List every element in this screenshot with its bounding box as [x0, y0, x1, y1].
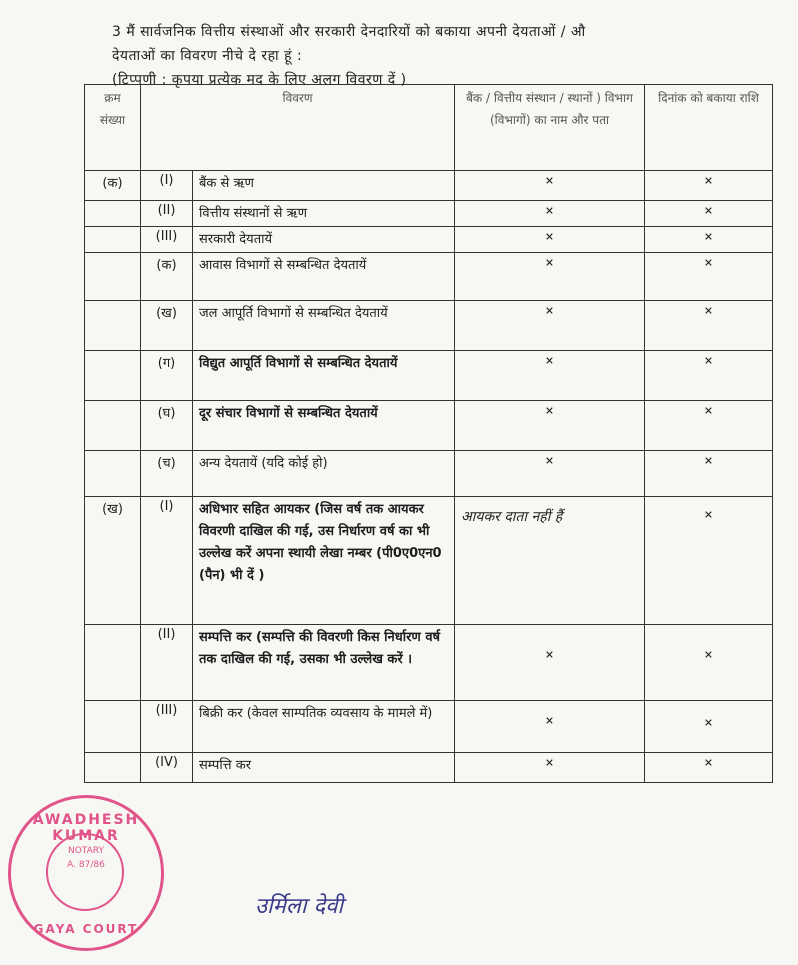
row-amount: × — [645, 625, 773, 701]
row-bank: × — [455, 253, 645, 301]
row-group — [85, 401, 141, 451]
row-amount: × — [645, 201, 773, 227]
row-group — [85, 625, 141, 701]
row-group — [85, 701, 141, 753]
row-text: जल आपूर्ति विभागों से सम्बन्धित देयतायें — [193, 301, 455, 351]
row-sub: (IV) — [141, 753, 193, 783]
row-group — [85, 227, 141, 253]
row-text: बैंक से ऋण — [193, 171, 455, 201]
table-row — [85, 753, 773, 783]
row-amount: × — [645, 497, 773, 625]
row-group — [85, 451, 141, 497]
row-sub: (I) — [141, 171, 193, 201]
row-bank-handwritten: आयकर दाता नहीं हैं — [455, 497, 645, 625]
row-text: सम्पत्ति कर (सम्पत्ति की विवरणी किस निर्धारण वर्ष तक दाखिल की गई, उसका भी उल्लेख करें । — [193, 625, 455, 701]
row-sub: (II) — [141, 201, 193, 227]
row-bank: × — [455, 625, 645, 701]
table-row — [85, 701, 773, 753]
header-details: विवरण — [141, 85, 455, 171]
row-group — [85, 351, 141, 401]
intro-line-2: देयताओं का विवरण नीचे दे रहा हूं : — [112, 48, 303, 64]
row-amount: × — [645, 701, 773, 753]
table-row — [85, 451, 773, 497]
notary-stamp — [8, 795, 164, 951]
intro-text — [112, 20, 784, 92]
row-text: सरकारी देयतायें — [193, 227, 455, 253]
header-serial: क्रम संख्या — [85, 85, 141, 171]
row-text: सम्पत्ति कर — [193, 753, 455, 783]
header-amount: दिनांक को बकाया राशि — [645, 85, 773, 171]
row-amount: × — [645, 253, 773, 301]
row-group: (क) — [85, 171, 141, 201]
liabilities-table — [84, 84, 773, 783]
stamp-notary: NOTARY — [68, 846, 104, 856]
row-amount: × — [645, 351, 773, 401]
row-amount: × — [645, 171, 773, 201]
row-amount: × — [645, 227, 773, 253]
row-sub: (III) — [141, 227, 193, 253]
row-text: अन्य देयतायें (यदि कोई हो) — [193, 451, 455, 497]
row-sub: (ख) — [141, 301, 193, 351]
table-row — [85, 171, 773, 201]
row-amount: × — [645, 401, 773, 451]
row-bank: × — [455, 201, 645, 227]
signature: उर्मिला देवी — [255, 894, 344, 919]
table-row — [85, 227, 773, 253]
table-row — [85, 625, 773, 701]
stamp-court: GAYA COURT — [33, 922, 139, 936]
row-amount: × — [645, 753, 773, 783]
intro-note: (टिप्पणी : कृपया प्रत्येक मद के लिए अलग विवरण दें ) — [112, 72, 407, 88]
row-group — [85, 753, 141, 783]
row-sub: (II) — [141, 625, 193, 701]
row-sub: (क) — [141, 253, 193, 301]
row-text: बिक्री कर (केवल साम्पतिक व्यवसाय के मामले में) — [193, 701, 455, 753]
stamp-inner-ring — [46, 833, 124, 911]
row-bank: × — [455, 171, 645, 201]
row-bank: × — [455, 701, 645, 753]
row-amount: × — [645, 451, 773, 497]
row-group — [85, 253, 141, 301]
header-bank: बैंक / वित्तीय संस्थान / स्थानों ) विभाग (विभागों) का नाम और पता — [455, 85, 645, 171]
row-bank: × — [455, 351, 645, 401]
intro-line-1: 3 मैं सार्वजनिक वित्तीय संस्थाओं और सरकारी देनदारियों को बकाया अपनी देयताओं / औ — [112, 24, 586, 40]
row-text: आवास विभागों से सम्बन्धित देयतायें — [193, 253, 455, 301]
row-bank: × — [455, 753, 645, 783]
row-text: दूर संचार विभागों से सम्बन्धित देयतायें — [193, 401, 455, 451]
row-sub: (ग) — [141, 351, 193, 401]
table-row — [85, 497, 773, 625]
stamp-name: AWADHESH KUMAR — [32, 812, 140, 844]
row-sub: (I) — [141, 497, 193, 625]
row-sub: (III) — [141, 701, 193, 753]
row-group — [85, 301, 141, 351]
table-row — [85, 351, 773, 401]
table-row — [85, 301, 773, 351]
row-bank: × — [455, 401, 645, 451]
row-text: वित्तीय संस्थानों से ऋण — [193, 201, 455, 227]
table-header-row — [85, 85, 773, 171]
row-sub: (घ) — [141, 401, 193, 451]
table-row — [85, 253, 773, 301]
table-row — [85, 201, 773, 227]
row-text: विद्युत आपूर्ति विभागों से सम्बन्धित देयतायें — [193, 351, 455, 401]
row-bank: × — [455, 227, 645, 253]
row-group: (ख) — [85, 497, 141, 625]
row-sub: (च) — [141, 451, 193, 497]
row-bank: × — [455, 451, 645, 497]
row-text: अधिभार सहित आयकर (जिस वर्ष तक आयकर विवरणी दाखिल की गई, उस निर्धारण वर्ष का भी उल्लेख करें अपना स्थायी लेखा नम्बर (पी0ए0एन0 (पैन) भी दें ) — [193, 497, 455, 625]
table-row — [85, 401, 773, 451]
stamp-registration: A. 87/86 — [67, 860, 105, 870]
row-bank: × — [455, 301, 645, 351]
row-amount: × — [645, 301, 773, 351]
row-group — [85, 201, 141, 227]
